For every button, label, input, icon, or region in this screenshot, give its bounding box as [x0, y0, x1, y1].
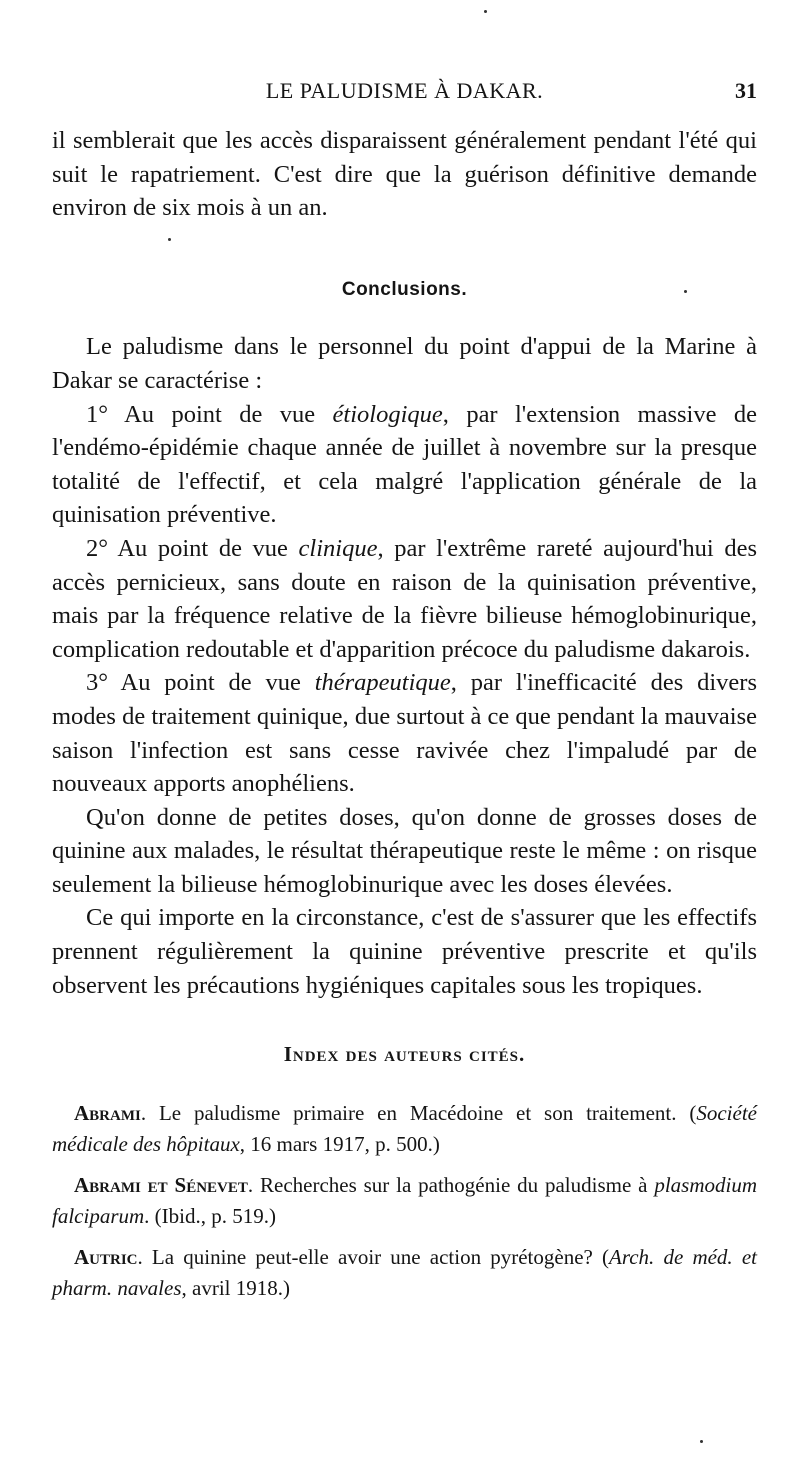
final-paragraph: Ce qui importe en la circonstance, c'est de s'assurer que les effectifs prennent régulièrement la quinine préventive prescrite et qu'ils observent les précautions hygiéniques capitales sous les tropiques. — [52, 904, 757, 999]
reference-author: Abrami et Sénevet — [74, 1172, 248, 1197]
scan-speck — [484, 10, 487, 13]
page-body — [52, 124, 757, 1314]
reference-source: Société médicale des hôpitaux — [52, 1100, 757, 1156]
scan-speck — [700, 1440, 703, 1443]
conclusion-point-3 — [52, 666, 757, 800]
point-1-text: , par l'extension massive de l'endémo-épidémie chaque année de juillet à novembre sur la presque totalité de l'effectif, et cela malgré l'application générale de la quinisation préventive. — [52, 400, 757, 529]
point-1-term: étiologique — [332, 400, 443, 428]
reference-tail: , 16 mars 1917, p. 500.) — [239, 1131, 440, 1156]
reference-text: . Le paludisme primaire en Macédoine et son traitement. ( — [140, 1100, 697, 1125]
conclusions-lead: Le paludisme dans le personnel du point d'appui de la Marine à Dakar se caractérise : — [52, 333, 757, 394]
page-number: 31 — [735, 78, 757, 103]
point-2-text: , par l'extrême rareté aujourd'hui des accès pernicieux, sans doute en raison de la quinisation préventive, mais par la fréquence relative de la fièvre bilieuse hémoglobinurique, complication redoutable et d'apparition précoce du paludisme dakarois. — [52, 534, 757, 663]
reference-item — [52, 1098, 757, 1160]
page-header — [52, 78, 757, 112]
scan-speck — [168, 238, 171, 241]
reference-author: Autric — [74, 1244, 138, 1269]
intro-paragraph: il semblerait que les accès disparaissent généralement pendant l'été qui suit le rapatriement. C'est dire que la guérison définitive demande environ de six mois à un an. — [52, 127, 757, 222]
point-3-prefix: Au point de vue — [120, 669, 315, 697]
running-title: LE PALUDISME À DAKAR. — [265, 78, 544, 103]
conclusions-heading: Conclusions. — [341, 278, 468, 300]
reference-source: plasmodium falciparum — [52, 1172, 757, 1228]
point-3-term: thérapeutique — [314, 669, 451, 697]
point-2-prefix: Au point de vue — [117, 534, 299, 562]
reference-item — [52, 1242, 757, 1304]
index-heading: Index des auteurs cités. — [283, 1042, 526, 1067]
conclusion-point-2 — [52, 532, 757, 666]
reference-text: . La quinine peut-elle avoir une action pyrétogène? ( — [137, 1244, 610, 1269]
point-3-text: , par l'inefficacité des divers modes de traitement quinique, due surtout à ce que pendant la mauvaise saison l'infection est sans cesse ravivée chez l'impaludé par de nouveaux apports anophéliens. — [52, 669, 757, 798]
reference-tail: . (Ibid., p. 519.) — [144, 1203, 276, 1228]
conclusion-point-1 — [52, 398, 757, 532]
point-2-term: clinique — [298, 534, 378, 562]
point-1-number: 1° — [86, 400, 125, 428]
reference-author: Abrami — [74, 1100, 141, 1125]
scan-speck — [684, 290, 687, 293]
doses-paragraph: Qu'on donne de petites doses, qu'on donne de grosses doses de quinine aux malades, le résultat thérapeutique reste le même : on risque seulement la bilieuse hémoglobinurique avec les doses élevées. — [52, 803, 757, 898]
point-3-number: 3° — [86, 669, 121, 697]
reference-text: . Recherches sur la pathogénie du paludisme à — [247, 1172, 655, 1197]
point-2-number: 2° — [86, 534, 118, 562]
reference-list — [52, 1098, 757, 1304]
reference-source: Arch. de méd. et pharm. navales — [52, 1244, 757, 1300]
reference-tail: , avril 1918.) — [181, 1275, 290, 1300]
point-1-prefix: Au point de vue — [124, 400, 333, 428]
reference-item — [52, 1170, 757, 1232]
